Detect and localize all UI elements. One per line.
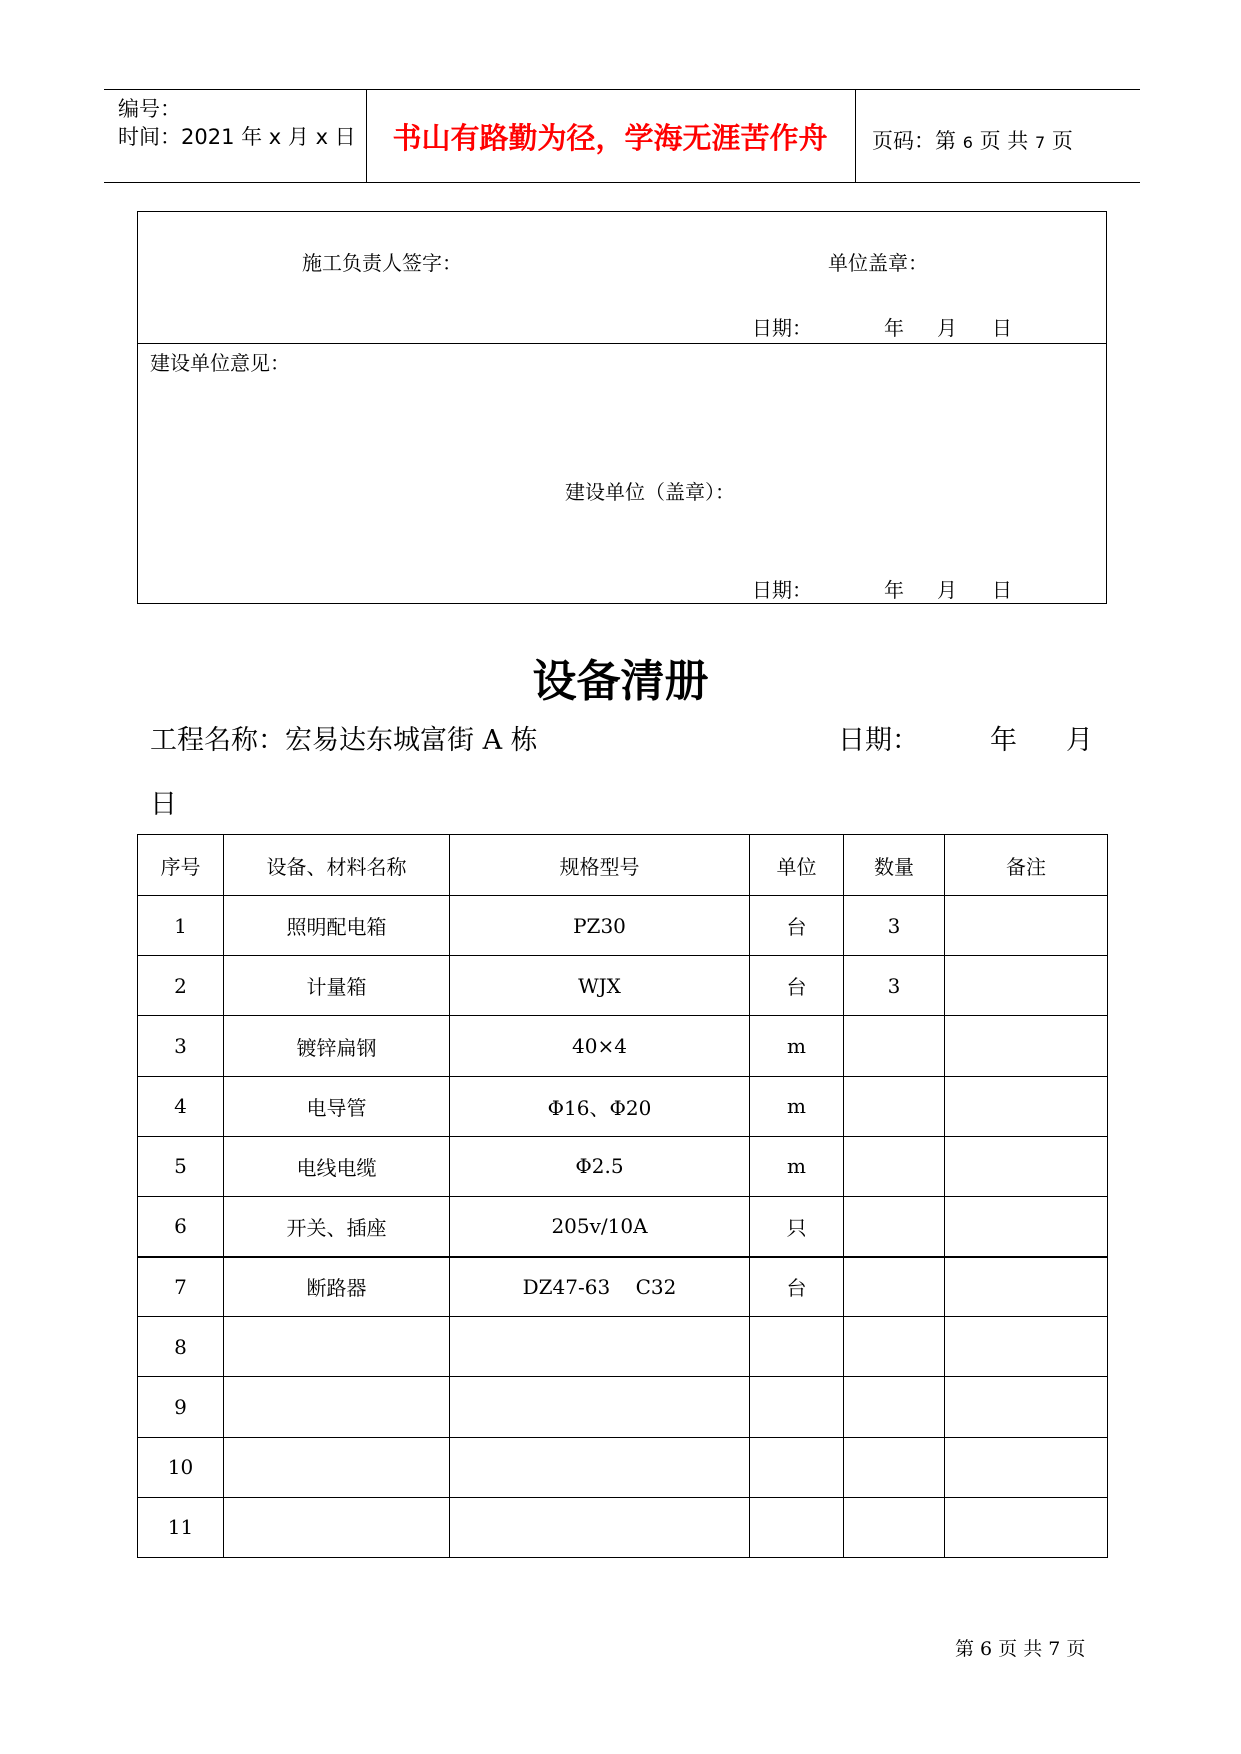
cell-unit: 台 [750,1257,844,1317]
cell-remark [945,956,1108,1016]
approval-divider [138,343,1106,344]
table-row [138,1437,1108,1497]
cell-qty [844,1016,945,1076]
table-row [138,1076,1108,1136]
cell-unit: m [750,1136,844,1196]
date-month: 月 [937,578,957,602]
header-page-mid: 页 共 [979,129,1029,153]
header-number-label: 编号： [118,97,181,121]
header-page-current: 6 [962,133,973,152]
table-row [138,956,1108,1016]
cell-seq: 10 [138,1437,224,1497]
header-seq: 序号 [138,835,224,896]
cell-remark [945,1257,1108,1317]
cell-seq: 9 [138,1377,224,1437]
header-name: 设备、材料名称 [224,835,450,896]
cell-qty [844,1317,945,1377]
date-year: 年 [884,578,904,602]
header-qty: 数量 [844,835,945,896]
cell-spec: DZ47-63 C32 [450,1257,750,1317]
cell-name: 照明配电箱 [224,896,450,956]
header-spec: 规格型号 [450,835,750,896]
cell-remark [945,1437,1108,1497]
project-date-year: 年 [990,725,1017,756]
cell-seq: 3 [138,1016,224,1076]
table-row [138,1136,1108,1196]
cell-spec: Φ2.5 [450,1136,750,1196]
cell-remark [945,1196,1108,1256]
table-row [138,1377,1108,1437]
cell-spec [450,1317,750,1377]
cell-qty: 3 [844,956,945,1016]
cell-qty [844,1497,945,1557]
cell-name [224,1377,450,1437]
cell-seq: 4 [138,1076,224,1136]
cell-qty [844,1257,945,1317]
cell-unit [750,1437,844,1497]
cell-spec: WJX [450,956,750,1016]
cell-spec [450,1377,750,1437]
table-row [138,1497,1108,1557]
cell-name [224,1497,450,1557]
table-row [138,896,1108,956]
cell-spec [450,1497,750,1557]
cell-spec: 40×4 [450,1016,750,1076]
cell-seq: 1 [138,896,224,956]
cell-remark [945,896,1108,956]
project-date-month: 月 [1066,725,1093,756]
cell-unit [750,1497,844,1557]
cell-name [224,1317,450,1377]
cell-seq: 7 [138,1257,224,1317]
cell-unit: m [750,1016,844,1076]
cell-remark [945,1377,1108,1437]
project-name-label: 工程名称：宏易达东城富街 A 栋 [150,725,538,756]
cell-seq: 11 [138,1497,224,1557]
cell-seq: 2 [138,956,224,1016]
cell-unit [750,1377,844,1437]
table-row [138,1257,1108,1317]
cell-unit: 台 [750,956,844,1016]
date-label: 日期： [752,316,812,340]
header-page-code [872,125,1073,155]
project-date-day: 日 [150,789,177,820]
cell-unit [750,1317,844,1377]
cell-seq: 6 [138,1196,224,1256]
header-top-rule [104,89,1140,90]
page-footer: 第 6 页 共 7 页 [955,1638,1086,1660]
table-header-row [138,835,1108,896]
header-page-prefix: 页码：第 [872,129,956,153]
owner-seal-label: 建设单位（盖章）： [565,480,735,504]
header-motto: 书山有路勤为径，学海无涯苦作舟 [392,121,828,155]
date-day: 日 [992,316,1012,340]
cell-name: 断路器 [224,1257,450,1317]
header-bottom-rule [104,182,1140,183]
date-year: 年 [884,316,904,340]
cell-remark [945,1317,1108,1377]
date-month: 月 [937,316,957,340]
cell-name: 计量箱 [224,956,450,1016]
cell-qty [844,1076,945,1136]
table-row [138,1016,1108,1076]
cell-spec: PZ30 [450,896,750,956]
cell-name: 电导管 [224,1076,450,1136]
cell-spec: 205v/10A [450,1196,750,1256]
contractor-sign-label: 施工负责人签字： [302,251,462,275]
cell-remark [945,1076,1108,1136]
cell-name [224,1437,450,1497]
contractor-date-row [752,312,1012,341]
owner-date-row [752,574,1012,603]
cell-qty [844,1377,945,1437]
unit-seal-label: 单位盖章： [828,251,928,275]
cell-unit: m [750,1076,844,1136]
cell-remark [945,1497,1108,1557]
cell-unit: 台 [750,896,844,956]
header-page-total: 7 [1034,133,1046,152]
cell-name: 电线电缆 [224,1136,450,1196]
header-divider-right [855,90,856,183]
table-row [138,1196,1108,1256]
date-label: 日期： [752,578,812,602]
header-unit: 单位 [750,835,844,896]
document-title: 设备清册 [532,656,709,707]
cell-unit: 只 [750,1196,844,1256]
cell-name: 开关、插座 [224,1196,450,1256]
cell-remark [945,1136,1108,1196]
cell-seq: 5 [138,1136,224,1196]
project-date-label: 日期： [838,725,919,756]
cell-qty [844,1437,945,1497]
cell-remark [945,1016,1108,1076]
table-row [138,1317,1108,1377]
cell-spec [450,1437,750,1497]
cell-qty: 3 [844,896,945,956]
approval-box [137,211,1107,604]
cell-qty [844,1196,945,1256]
header-divider-left [366,90,367,183]
cell-spec: Φ16、Φ20 [450,1076,750,1136]
cell-qty [844,1136,945,1196]
header-remark: 备注 [945,835,1108,896]
equipment-table [137,834,1108,1558]
owner-opinion-label: 建设单位意见： [150,351,290,375]
cell-seq: 8 [138,1317,224,1377]
date-day: 日 [992,578,1012,602]
cell-name: 镀锌扁钢 [224,1016,450,1076]
header-time-label: 时间：2021 年 x 月 x 日 [118,125,356,149]
header-page-suffix: 页 [1051,129,1073,153]
